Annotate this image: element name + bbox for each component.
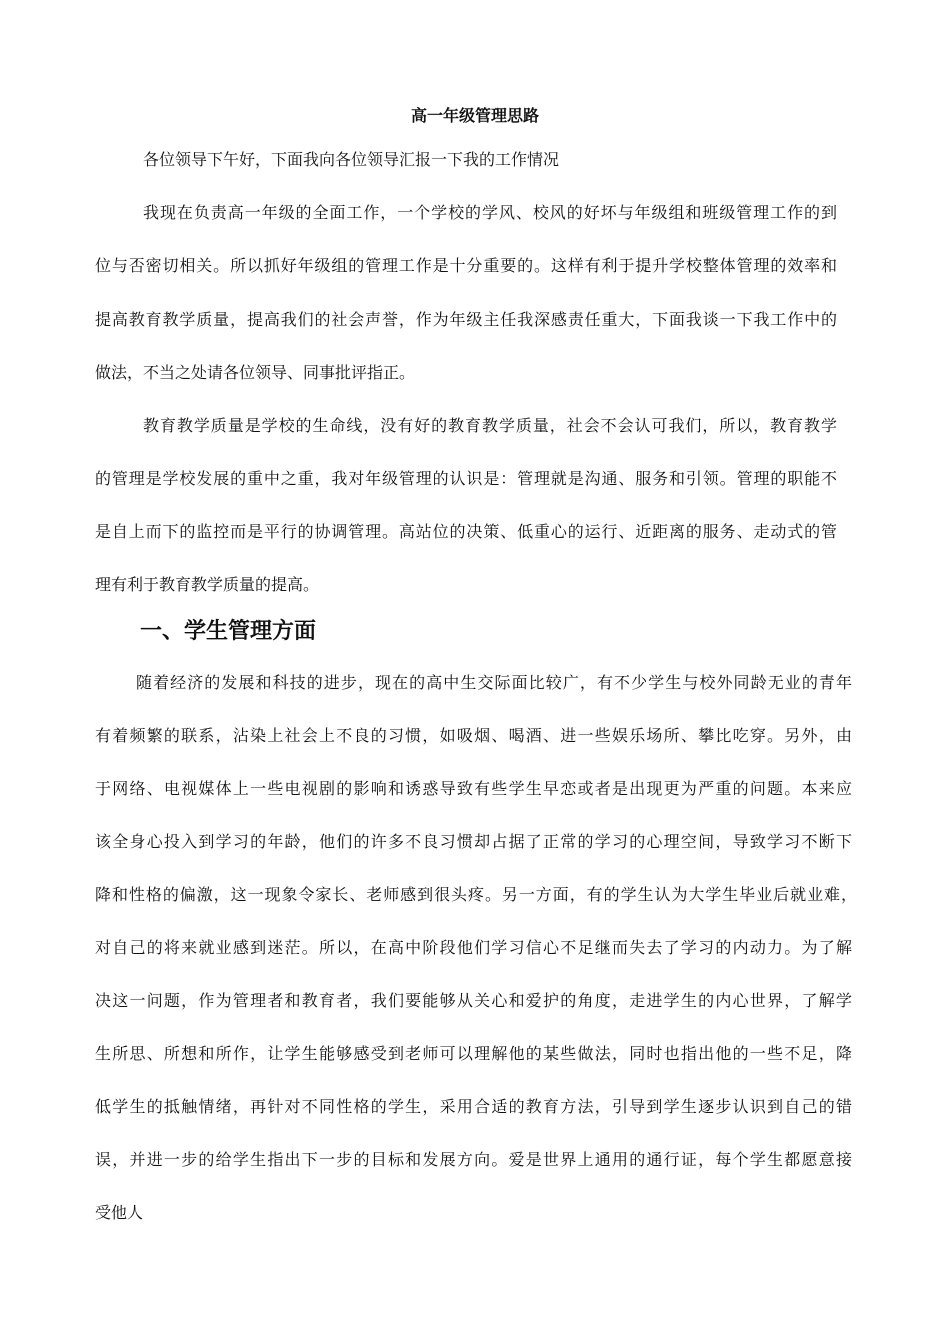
paragraph-3-line-10: 误，并进一步的给学生指出下一步的目标和发展方向。爱是世界上通用的通行证，每个学生都愿意接 [95,1150,852,1169]
paragraph-3-line-7: 决这一问题，作为管理者和教育者，我们要能够从关心和爱护的角度，走进学生的内心世界，了解学 [95,991,852,1010]
page-title: 高一年级管理思路 [410,106,539,125]
paragraph-2-line-2: 的管理是学校发展的重中之重，我对年级管理的认识是：管理就是沟通、服务和引领。管理的职能不 [95,469,837,488]
paragraph-3-line-4: 该全身心投入到学习的年龄，他们的许多不良习惯却占据了正常的学习的心理空间，导致学习不断下 [95,832,852,851]
paragraph-3-line-1: 随着经济的发展和科技的进步，现在的高中生交际面比较广，有不少学生与校外同龄无业的青年 [136,673,852,692]
paragraph-3-line-8: 生所思、所想和所作，让学生能够感受到老师可以理解他的某些做法，同时也指出他的一些不足，降 [95,1044,852,1063]
section-heading-student-management: 一、学生管理方面 [140,619,317,644]
paragraph-1-line-1: 我现在负责高一年级的全面工作，一个学校的学风、校风的好坏与年级组和班级管理工作的到 [143,203,837,222]
paragraph-1-line-4: 做法，不当之处请各位领导、同事批评指正。 [95,363,416,382]
paragraph-3-line-3: 于网络、电视媒体上一些电视剧的影响和诱惑导致有些学生早恋或者是出现更为严重的问题。本来应 [95,779,852,798]
paragraph-1-line-3: 提高教育教学质量，提高我们的社会声誉，作为年级主任我深感责任重大，下面我谈一下我工作中的 [95,310,837,329]
paragraph-3-line-9: 低学生的抵触情绪，再针对不同性格的学生，采用合适的教育方法，引导到学生逐步认识到自己的错 [95,1097,852,1116]
paragraph-3-line-2: 有着频繁的联系，沾染上社会上不良的习惯，如吸烟、喝酒、进一些娱乐场所、攀比吃穿。另外，由 [95,726,852,745]
paragraph-2-line-4: 理有利于教育教学质量的提高。 [95,575,320,594]
paragraph-1-line-2: 位与否密切相关。所以抓好年级组的管理工作是十分重要的。这样有利于提升学校整体管理的效率和 [95,256,837,275]
paragraph-3-line-11: 受他人 [95,1203,144,1222]
paragraph-3-line-5: 降和性格的偏激，这一现象令家长、老师感到很头疼。另一方面，有的学生认为大学生毕业后就业难， [95,885,857,904]
paragraph-2-line-1: 教育教学质量是学校的生命线，没有好的教育教学质量，社会不会认可我们，所以，教育教学 [143,416,837,435]
paragraph-2-line-3: 是自上而下的监控而是平行的协调管理。高站位的决策、低重心的运行、近距离的服务、走动式的管 [95,522,837,541]
paragraph-3-line-6: 对自己的将来就业感到迷茫。所以，在高中阶段他们学习信心不足继而失去了学习的内动力。为了解 [95,938,852,957]
greeting-line: 各位领导下午好，下面我向各位领导汇报一下我的工作情况 [143,150,560,169]
